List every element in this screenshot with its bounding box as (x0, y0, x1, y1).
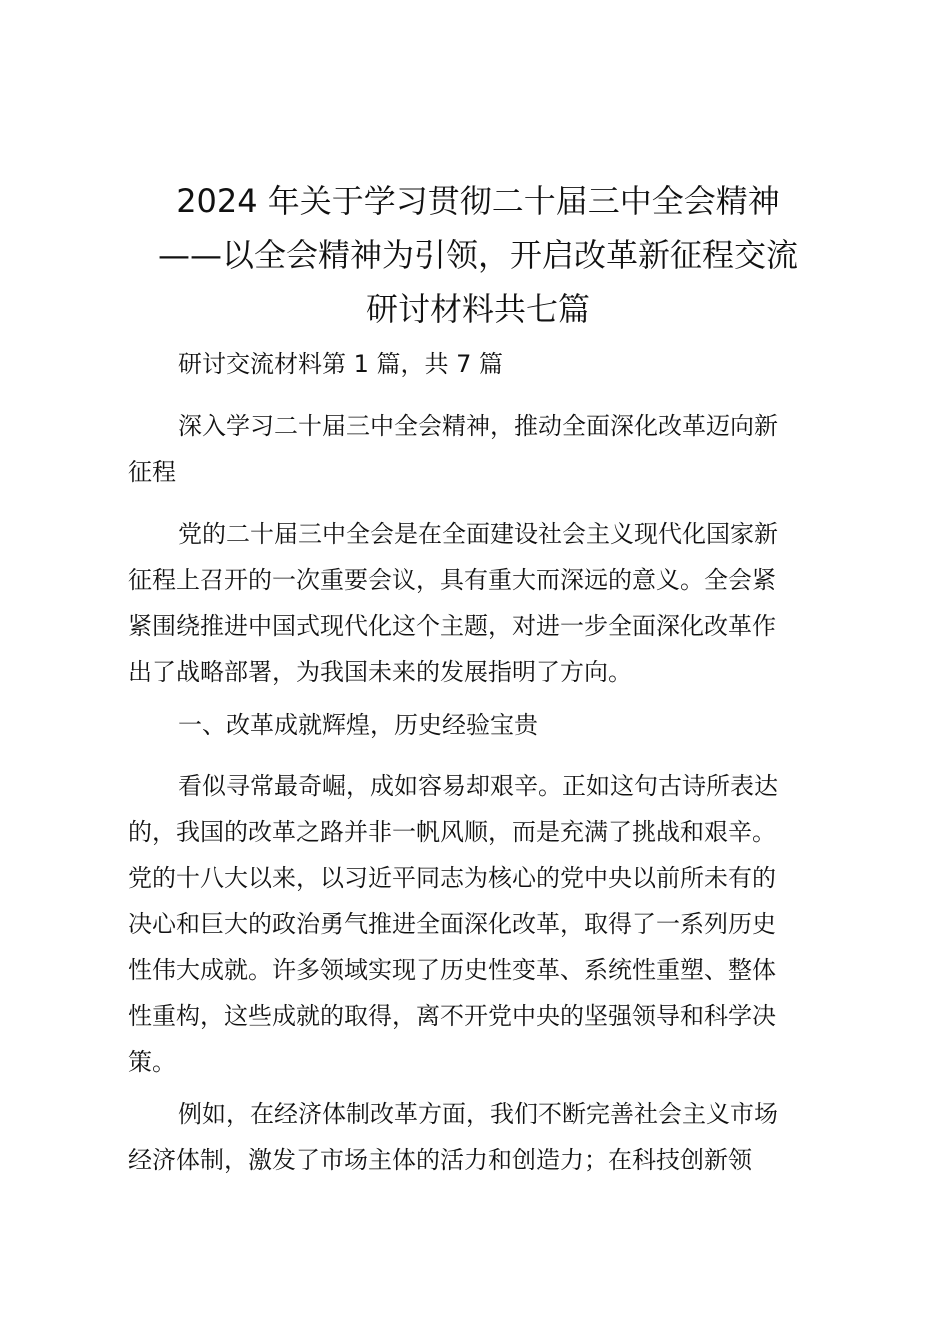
text-line: 出了战略部署，为我国未来的发展指明了方向。 (128, 658, 632, 686)
document-title (118, 174, 838, 336)
text-line: 紧围绕推进中国式现代化这个主题，对进一步全面深化改革作 (128, 612, 776, 640)
paragraph-achievements (128, 763, 836, 1085)
text-line: 例如，在经济体制改革方面，我们不断完善社会主义市场 (178, 1100, 778, 1128)
text-line: 看似寻常最奇崛，成如容易却艰辛。正如这句古诗所表达 (178, 772, 778, 800)
title-line: 研讨材料共七篇 (365, 290, 590, 328)
paragraph-example (128, 1091, 836, 1183)
text-line: 性伟大成就。许多领域实现了历史性变革、系统性重塑、整体 (128, 956, 776, 984)
text-line: 征程 (128, 458, 176, 486)
text-line: 决心和巨大的政治勇气推进全面深化改革，取得了一系列历史 (128, 910, 776, 938)
section-heading (128, 702, 836, 748)
text-line: 征程上召开的一次重要会议，具有重大而深远的意义。全会紧 (128, 566, 776, 594)
article-heading (128, 403, 836, 495)
text-line: 性重构，这些成就的取得，离不开党中央的坚强领导和科学决 (128, 1002, 776, 1030)
subtitle-text: 研讨交流材料第 1 篇，共 7 篇 (178, 350, 504, 378)
text-line: 的，我国的改革之路并非一帆风顺，而是充满了挑战和艰辛。 (128, 818, 776, 846)
title-line: 2024 年关于学习贯彻二十届三中全会精神 (176, 182, 780, 220)
text-line: 党的十八大以来，以习近平同志为核心的党中央以前所未有的 (128, 864, 776, 892)
text-line: 策。 (128, 1048, 176, 1076)
text-line: 经济体制，激发了市场主体的活力和创造力；在科技创新领 (128, 1146, 752, 1174)
section-heading-text: 一、改革成就辉煌，历史经验宝贵 (178, 711, 538, 739)
text-line: 党的二十届三中全会是在全面建设社会主义现代化国家新 (178, 520, 778, 548)
title-line: ——以全会精神为引领，开启改革新征程交流 (157, 236, 798, 274)
text-line: 深入学习二十届三中全会精神，推动全面深化改革迈向新 (178, 412, 778, 440)
subtitle (128, 341, 836, 387)
paragraph-intro (128, 511, 836, 695)
